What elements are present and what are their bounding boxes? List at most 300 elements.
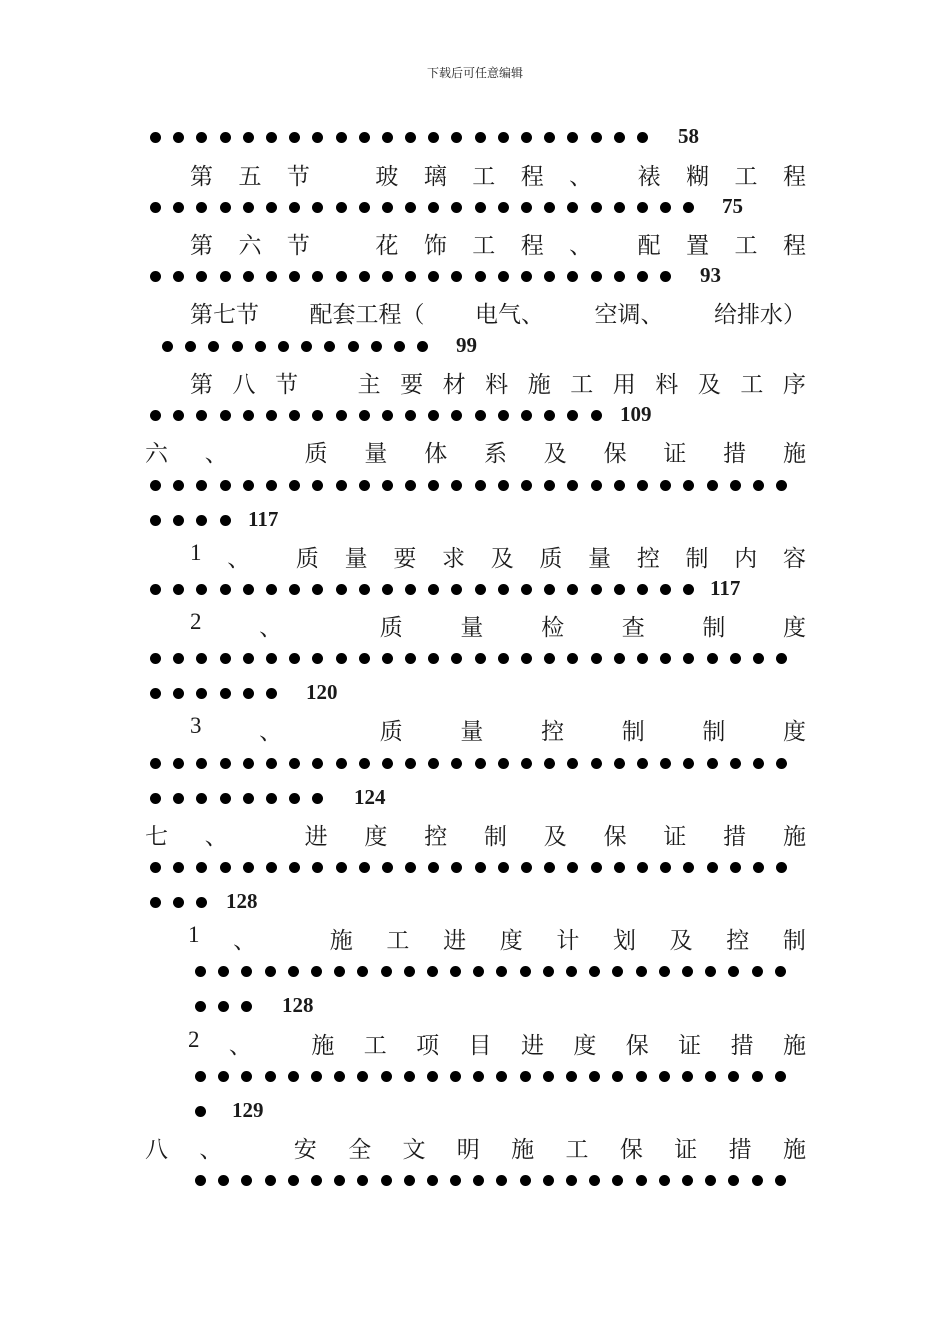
leader-dot: [589, 860, 604, 875]
leader-dot: [426, 200, 441, 215]
leader-dot: [357, 582, 372, 597]
leader-dot: [426, 130, 441, 145]
dot-leader: [148, 265, 681, 287]
leader-dot: [564, 964, 579, 979]
leader-dot: [171, 130, 186, 145]
leader-dot: [542, 408, 557, 423]
leader-dot: [287, 269, 302, 284]
page-number: 117: [248, 507, 279, 531]
leader-dot: [565, 200, 580, 215]
leader-dot: [635, 756, 650, 771]
leader-dot: [610, 1069, 625, 1084]
page-number: 109: [620, 402, 652, 426]
dot-leader: [148, 404, 612, 426]
leader-dot: [449, 860, 464, 875]
leader-dot: [751, 478, 766, 493]
leader-dot: [310, 860, 325, 875]
leader-dot: [334, 130, 349, 145]
leader-dot: [448, 964, 463, 979]
leader-dot: [286, 964, 301, 979]
leader-dot: [263, 1173, 278, 1188]
leader-dot: [728, 860, 743, 875]
leader-dot: [449, 269, 464, 284]
leader-dot: [206, 339, 221, 354]
leader-dot: [519, 651, 534, 666]
leader-dot: [309, 1173, 324, 1188]
leader-dot: [403, 860, 418, 875]
toc-entry-title: 2 、 施 工 项 目 进 度 保 证 措 施: [188, 1027, 806, 1059]
leader-dot: [309, 1069, 324, 1084]
leader-dot: [426, 651, 441, 666]
leader-dot: [565, 756, 580, 771]
leader-dot: [310, 130, 325, 145]
leader-dot: [519, 130, 534, 145]
leader-dot: [264, 582, 279, 597]
dot-leader: [148, 752, 797, 774]
leader-dot: [379, 1069, 394, 1084]
dot-leader: [148, 578, 705, 600]
leader-dot: [218, 756, 233, 771]
leader-dot: [380, 130, 395, 145]
leader-dot: [658, 269, 673, 284]
leader-dot: [241, 582, 256, 597]
leader-dot: [286, 1069, 301, 1084]
leader-dot: [264, 269, 279, 284]
leader-dot: [194, 269, 209, 284]
leader-dot: [449, 651, 464, 666]
leader-dot: [194, 860, 209, 875]
leader-dot: [612, 200, 627, 215]
leader-dot: [148, 895, 163, 910]
leader-dot: [612, 756, 627, 771]
leader-dot: [610, 964, 625, 979]
leader-dot: [703, 964, 718, 979]
leader-dot: [403, 651, 418, 666]
leader-dot: [750, 1173, 765, 1188]
leader-dot: [357, 408, 372, 423]
leader-dot: [774, 860, 789, 875]
leader-dot: [334, 756, 349, 771]
leader-dot: [610, 1173, 625, 1188]
leader-dot: [705, 651, 720, 666]
leader-dot: [241, 408, 256, 423]
leader-dot: [403, 408, 418, 423]
leader-dot: [355, 1069, 370, 1084]
dot-leader: [193, 1065, 796, 1087]
leader-dot: [380, 269, 395, 284]
leader-dot: [473, 200, 488, 215]
leader-dot: [681, 651, 696, 666]
dot-leader: [160, 335, 438, 357]
leader-dot: [171, 895, 186, 910]
leader-dot: [773, 1173, 788, 1188]
leader-dot: [148, 651, 163, 666]
leader-dot: [194, 200, 209, 215]
leader-dot: [705, 478, 720, 493]
leader-dot: [542, 756, 557, 771]
leader-dot: [750, 964, 765, 979]
dot-leader: [148, 856, 797, 878]
leader-dot: [355, 1173, 370, 1188]
leader-dot: [728, 756, 743, 771]
page-number: 128: [226, 889, 258, 913]
page-number: 124: [354, 785, 386, 809]
leader-dot: [148, 582, 163, 597]
leader-dot: [726, 1069, 741, 1084]
leader-dot: [332, 964, 347, 979]
leader-dot: [403, 200, 418, 215]
leader-dot: [193, 1173, 208, 1188]
leader-dot: [148, 130, 163, 145]
toc-section-title: 八 、 安 全 文 明 施 工 保 证 措 施: [145, 1137, 806, 1163]
toc-entry-title: 第 六 节 花 饰 工 程 、 配 置 工 程: [190, 233, 806, 259]
leader-dot: [612, 269, 627, 284]
leader-dot: [194, 130, 209, 145]
leader-dot: [357, 269, 372, 284]
leader-dot: [264, 686, 279, 701]
leader-dot: [193, 999, 208, 1014]
leader-dot: [705, 860, 720, 875]
leader-dot: [703, 1173, 718, 1188]
leader-dot: [635, 651, 650, 666]
toc-entry-title: 2 、 质 量 检 查 制 度: [190, 609, 806, 641]
leader-dot: [171, 582, 186, 597]
leader-dot: [218, 791, 233, 806]
leader-dot: [449, 756, 464, 771]
leader-dot: [750, 1069, 765, 1084]
page-number: 93: [700, 263, 721, 287]
leader-dot: [218, 478, 233, 493]
leader-dot: [310, 582, 325, 597]
leader-dot: [264, 756, 279, 771]
page-number: 117: [710, 576, 741, 600]
leader-dot: [334, 269, 349, 284]
leader-dot: [635, 478, 650, 493]
leader-dot: [426, 582, 441, 597]
leader-dot: [680, 1069, 695, 1084]
page-number: 129: [232, 1098, 264, 1122]
leader-dot: [379, 964, 394, 979]
leader-dot: [518, 964, 533, 979]
leader-dot: [194, 408, 209, 423]
leader-dot: [287, 200, 302, 215]
leader-dot: [681, 860, 696, 875]
leader-dot: [751, 651, 766, 666]
leader-dot: [332, 1069, 347, 1084]
leader-dot: [518, 1069, 533, 1084]
leader-dot: [402, 1069, 417, 1084]
leader-dot: [680, 1173, 695, 1188]
leader-dot: [334, 860, 349, 875]
leader-dot: [635, 582, 650, 597]
leader-dot: [287, 791, 302, 806]
leader-dot: [380, 200, 395, 215]
leader-dot: [681, 756, 696, 771]
leader-dot: [194, 756, 209, 771]
leader-dot: [473, 860, 488, 875]
leader-dot: [239, 999, 254, 1014]
leader-dot: [634, 1069, 649, 1084]
leader-dot: [587, 1069, 602, 1084]
leader-dot: [587, 964, 602, 979]
leader-dot: [519, 478, 534, 493]
leader-dot: [239, 964, 254, 979]
leader-dot: [264, 651, 279, 666]
leader-dot: [564, 1069, 579, 1084]
leader-dot: [171, 756, 186, 771]
leader-dot: [635, 860, 650, 875]
leader-dot: [473, 269, 488, 284]
leader-dot: [773, 964, 788, 979]
leader-dot: [183, 339, 198, 354]
leader-dot: [380, 756, 395, 771]
leader-dot: [253, 339, 268, 354]
page-number: 58: [678, 124, 699, 148]
leader-dot: [310, 200, 325, 215]
leader-dot: [241, 791, 256, 806]
leader-dot: [216, 1173, 231, 1188]
toc-entry-title: 第七节 配套工程（ 电气、 空调、 给排水）: [190, 302, 806, 328]
leader-dot: [334, 582, 349, 597]
leader-dot: [471, 1173, 486, 1188]
leader-dot: [774, 478, 789, 493]
leader-dot: [658, 651, 673, 666]
leader-dot: [357, 651, 372, 666]
leader-dot: [612, 651, 627, 666]
leader-dot: [565, 269, 580, 284]
leader-dot: [148, 408, 163, 423]
leader-dot: [426, 478, 441, 493]
leader-dot: [496, 269, 511, 284]
leader-dot: [241, 130, 256, 145]
leader-dot: [449, 200, 464, 215]
leader-dot: [218, 860, 233, 875]
leader-dot: [589, 269, 604, 284]
leader-dot: [519, 200, 534, 215]
leader-dot: [705, 756, 720, 771]
leader-dot: [473, 478, 488, 493]
leader-dot: [658, 200, 673, 215]
leader-dot: [403, 269, 418, 284]
leader-dot: [171, 478, 186, 493]
leader-dot: [565, 478, 580, 493]
leader-dot: [589, 478, 604, 493]
leader-dot: [334, 200, 349, 215]
leader-dot: [425, 964, 440, 979]
leader-dot: [473, 408, 488, 423]
leader-dot: [310, 408, 325, 423]
leader-dot: [426, 756, 441, 771]
dot-leader: [148, 891, 218, 913]
leader-dot: [357, 200, 372, 215]
leader-dot: [564, 1173, 579, 1188]
leader-dot: [286, 1173, 301, 1188]
leader-dot: [287, 582, 302, 597]
leader-dot: [218, 200, 233, 215]
leader-dot: [171, 269, 186, 284]
leader-dot: [194, 895, 209, 910]
leader-dot: [355, 964, 370, 979]
leader-dot: [346, 339, 361, 354]
leader-dot: [194, 582, 209, 597]
leader-dot: [589, 408, 604, 423]
leader-dot: [171, 651, 186, 666]
leader-dot: [310, 269, 325, 284]
leader-dot: [542, 582, 557, 597]
leader-dot: [310, 478, 325, 493]
dot-leader: [148, 787, 334, 809]
leader-dot: [194, 478, 209, 493]
leader-dot: [216, 999, 231, 1014]
leader-dot: [449, 408, 464, 423]
leader-dot: [635, 269, 650, 284]
leader-dot: [426, 269, 441, 284]
leader-dot: [160, 339, 175, 354]
leader-dot: [380, 408, 395, 423]
leader-dot: [264, 200, 279, 215]
leader-dot: [193, 1069, 208, 1084]
toc-entry-title: 1 、 质 量 要 求 及 质 量 控 制 内 容: [190, 540, 806, 572]
leader-dot: [751, 756, 766, 771]
leader-dot: [589, 130, 604, 145]
leader-dot: [380, 651, 395, 666]
leader-dot: [658, 582, 673, 597]
leader-dot: [402, 964, 417, 979]
leader-dot: [542, 651, 557, 666]
leader-dot: [334, 478, 349, 493]
leader-dot: [425, 1069, 440, 1084]
leader-dot: [565, 651, 580, 666]
leader-dot: [148, 200, 163, 215]
leader-dot: [263, 964, 278, 979]
leader-dot: [658, 756, 673, 771]
leader-dot: [542, 860, 557, 875]
leader-dot: [635, 130, 650, 145]
dot-leader: [148, 647, 797, 669]
leader-dot: [635, 200, 650, 215]
leader-dot: [239, 1069, 254, 1084]
leader-dot: [380, 582, 395, 597]
dot-leader: [193, 1100, 216, 1122]
leader-dot: [402, 1173, 417, 1188]
leader-dot: [449, 478, 464, 493]
leader-dot: [565, 860, 580, 875]
leader-dot: [542, 478, 557, 493]
dot-leader: [148, 196, 705, 218]
leader-dot: [542, 200, 557, 215]
leader-dot: [612, 860, 627, 875]
leader-dot: [425, 1173, 440, 1188]
leader-dot: [519, 582, 534, 597]
leader-dot: [218, 651, 233, 666]
leader-dot: [565, 130, 580, 145]
leader-dot: [473, 130, 488, 145]
leader-dot: [357, 478, 372, 493]
leader-dot: [171, 513, 186, 528]
leader-dot: [496, 651, 511, 666]
leader-dot: [334, 651, 349, 666]
leader-dot: [148, 791, 163, 806]
leader-dot: [264, 791, 279, 806]
leader-dot: [310, 791, 325, 806]
leader-dot: [658, 478, 673, 493]
leader-dot: [751, 860, 766, 875]
leader-dot: [218, 408, 233, 423]
leader-dot: [403, 478, 418, 493]
leader-dot: [774, 756, 789, 771]
leader-dot: [218, 582, 233, 597]
leader-dot: [171, 860, 186, 875]
leader-dot: [589, 756, 604, 771]
page-number: 75: [722, 194, 743, 218]
leader-dot: [334, 408, 349, 423]
leader-dot: [496, 582, 511, 597]
leader-dot: [519, 756, 534, 771]
leader-dot: [287, 408, 302, 423]
leader-dot: [148, 860, 163, 875]
leader-dot: [193, 964, 208, 979]
leader-dot: [309, 964, 324, 979]
leader-dot: [218, 130, 233, 145]
leader-dot: [241, 860, 256, 875]
leader-dot: [426, 408, 441, 423]
leader-dot: [171, 200, 186, 215]
leader-dot: [287, 478, 302, 493]
leader-dot: [612, 478, 627, 493]
leader-dot: [657, 964, 672, 979]
leader-dot: [494, 964, 509, 979]
leader-dot: [287, 651, 302, 666]
leader-dot: [449, 130, 464, 145]
leader-dot: [287, 860, 302, 875]
toc-entry-title: 1 、 施 工 进 度 计 划 及 控 制: [188, 922, 806, 954]
leader-dot: [241, 478, 256, 493]
leader-dot: [357, 130, 372, 145]
leader-dot: [565, 408, 580, 423]
leader-dot: [148, 513, 163, 528]
leader-dot: [541, 964, 556, 979]
leader-dot: [322, 339, 337, 354]
page-number: 128: [282, 993, 314, 1017]
leader-dot: [310, 756, 325, 771]
leader-dot: [171, 791, 186, 806]
leader-dot: [218, 269, 233, 284]
leader-dot: [264, 860, 279, 875]
leader-dot: [703, 1069, 718, 1084]
leader-dot: [519, 860, 534, 875]
page-number: 99: [456, 333, 477, 357]
leader-dot: [415, 339, 430, 354]
leader-dot: [171, 408, 186, 423]
leader-dot: [369, 339, 384, 354]
leader-dot: [587, 1173, 602, 1188]
leader-dot: [263, 1069, 278, 1084]
leader-dot: [357, 860, 372, 875]
toc-entry-title: 3 、 质 量 控 制 制 度: [190, 713, 806, 745]
leader-dot: [518, 1173, 533, 1188]
leader-dot: [194, 651, 209, 666]
leader-dot: [264, 478, 279, 493]
leader-dot: [148, 478, 163, 493]
leader-dot: [148, 686, 163, 701]
leader-dot: [264, 408, 279, 423]
page-number: 120: [306, 680, 338, 704]
leader-dot: [589, 651, 604, 666]
leader-dot: [657, 1173, 672, 1188]
leader-dot: [726, 1173, 741, 1188]
leader-dot: [392, 339, 407, 354]
leader-dot: [774, 651, 789, 666]
